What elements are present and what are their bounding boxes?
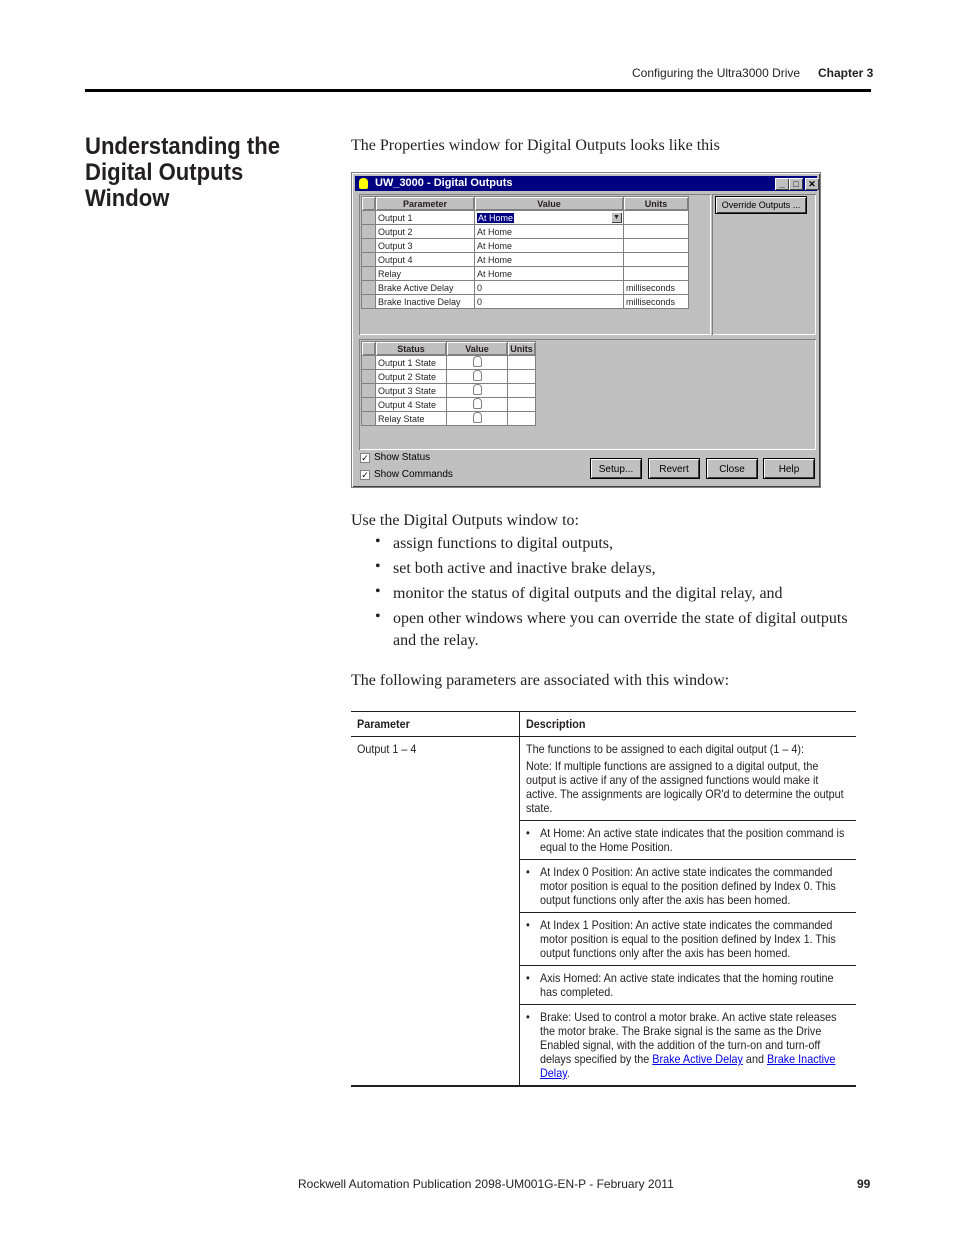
brake-active-delay-link[interactable]: Brake Active Delay: [652, 1052, 743, 1066]
status-grid: [361, 341, 536, 426]
param-row[interactable]: Brake Active Delay 0 milliseconds: [362, 281, 689, 295]
param-row[interactable]: Output 2 At Home: [362, 225, 689, 239]
footer-publication: Rockwell Automation Publication 2098-UM001G-EN-P - February 2011: [298, 1177, 674, 1191]
desc-item: At Home: An active state indicates that the position command is equal to the Home Position.: [540, 826, 845, 854]
lightbulb-icon: [473, 384, 482, 395]
param-row[interactable]: Output 4 At Home: [362, 253, 689, 267]
status-row: Output 2 State: [362, 370, 536, 384]
lightbulb-icon: [473, 370, 482, 381]
use-intro: Use the Digital Outputs window to:: [351, 512, 579, 529]
status-pane: [359, 339, 816, 450]
param-row[interactable]: Output 1 At Home ▼: [362, 211, 689, 225]
brake-inactive-delay-link[interactable]: Brake Inactive Delay: [540, 1052, 836, 1080]
th-description: Description: [526, 717, 586, 731]
status-row: Output 4 State: [362, 398, 536, 412]
status-row: Output 1 State: [362, 356, 536, 370]
chevron-down-icon[interactable]: ▼: [611, 212, 622, 223]
parameter-pane: [359, 194, 711, 335]
show-commands-label: Show Commands: [374, 469, 453, 480]
desc-main: The functions to be assigned to each digital output (1 – 4):: [526, 742, 804, 756]
lightbulb-icon: [473, 356, 482, 367]
digital-outputs-window: [351, 172, 821, 488]
chapter-title: Configuring the Ultra3000 Drive: [632, 66, 801, 80]
col-units: Units: [624, 197, 689, 211]
app-icon: [359, 178, 368, 189]
desc-item: At Index 0 Position: An active state indicates the commanded motor position is equal to the position defined by Index 0. This output functions only after the axis has been homed.: [540, 865, 836, 907]
param-row[interactable]: Brake Inactive Delay 0 milliseconds: [362, 295, 689, 309]
window-titlebar: [355, 176, 817, 191]
close-icon[interactable]: ✕: [805, 178, 819, 190]
th-parameter: Parameter: [357, 717, 410, 731]
desc-item-brake: Brake: Used to control a motor brake. An active state releases the motor brake. The Brake signal is the same as the Drive Enabled signal, with the addition of the turn-on and turn-off delays specified by the Brake Active Delay and Brake Inactive Delay.: [540, 1010, 837, 1080]
show-commands-checkbox[interactable]: ✓: [361, 470, 369, 480]
lightbulb-icon: [473, 398, 482, 409]
minimize-icon[interactable]: _: [775, 178, 789, 190]
col-parameter: Parameter: [376, 197, 475, 211]
parameter-grid: [361, 196, 689, 309]
show-status-label: Show Status: [374, 452, 431, 463]
desc-note: Note: If multiple functions are assigned to a digital output, the output is active if any of the assigned functions would make it active. The assignments are logically OR'd to determine the output state.: [526, 759, 844, 815]
col-status: Status: [376, 342, 447, 356]
params-intro: The following parameters are associated with this window:: [351, 672, 730, 689]
param-row[interactable]: Relay At Home: [362, 267, 689, 281]
desc-item: At Index 1 Position: An active state indicates the commanded motor position is equal to the position defined by Index 1. This output functions only after the axis has been homed.: [540, 918, 836, 960]
col-value: Value: [475, 197, 624, 211]
lightbulb-icon: [473, 412, 482, 423]
status-row: Output 3 State: [362, 384, 536, 398]
page-number: 99: [857, 1177, 871, 1191]
section-title: Understanding the Digital Outputs Window: [85, 133, 281, 212]
maximize-icon[interactable]: □: [789, 178, 803, 190]
override-outputs-button[interactable]: Override Outputs ...: [715, 196, 807, 214]
chapter-label: Chapter 3: [818, 66, 874, 80]
show-status-checkbox[interactable]: ✓: [361, 453, 369, 463]
help-button[interactable]: Help: [763, 458, 815, 479]
param-name: Output 1 – 4: [357, 742, 417, 756]
override-pane: [712, 194, 816, 335]
col-status-value: Value: [447, 342, 508, 356]
close-button[interactable]: Close: [706, 458, 758, 479]
setup-button[interactable]: Setup...: [590, 458, 642, 479]
window-title: UW_3000 - Digital Outputs: [375, 177, 513, 189]
header-rule: [85, 89, 871, 92]
revert-button[interactable]: Revert: [648, 458, 700, 479]
param-row[interactable]: Output 3 At Home: [362, 239, 689, 253]
status-row: Relay State: [362, 412, 536, 426]
desc-item: Axis Homed: An active state indicates that the homing routine has completed.: [540, 971, 834, 999]
output1-select[interactable]: At Home ▼: [475, 211, 624, 225]
col-status-units: Units: [508, 342, 536, 356]
intro-text: The Properties window for Digital Outputs looks like this: [351, 137, 720, 154]
